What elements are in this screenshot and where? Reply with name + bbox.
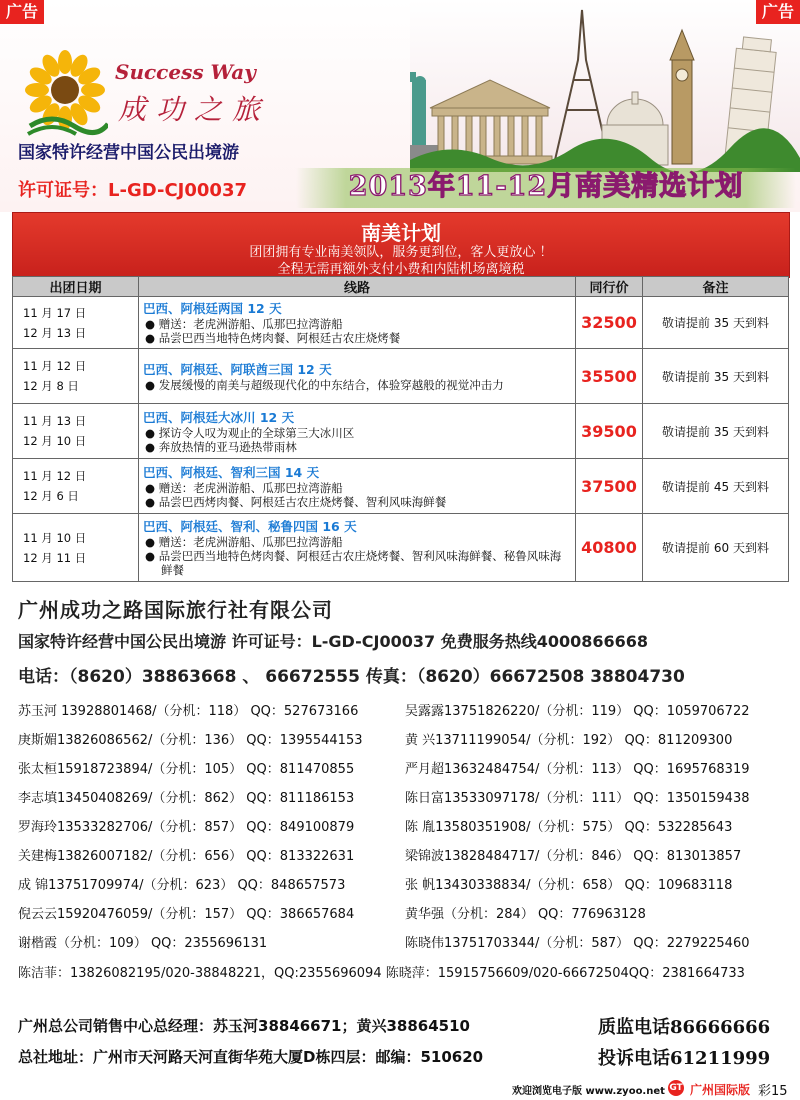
route-title: 巴西、阿根廷、阿联酋三国 12 天 — [143, 361, 332, 377]
page-title-text: 2013年11-12月南美精选计划 — [348, 171, 744, 202]
staff-entry: 陈晓伟13751703344/（分机：587） QQ：2279225460 — [405, 936, 750, 951]
route-title: 巴西、阿根廷大冰川 12 天 — [143, 409, 295, 425]
list-item — [0, 932, 800, 956]
banner-subtitle-2: 全程无需再额外支付小费和内陆机场离境税 — [277, 262, 525, 277]
route-title: 巴西、阿根廷、智利三国 14 天 — [143, 464, 320, 480]
row-route — [139, 404, 576, 459]
tour-table — [12, 276, 789, 582]
company-name: 广州成功之路国际旅行社有限公司 — [18, 598, 333, 622]
row-price: 39500 — [576, 404, 643, 459]
list-item — [0, 700, 800, 724]
page-number: 彩15 — [758, 1084, 788, 1099]
row-price: 37500 — [576, 459, 643, 514]
row-note: 敬请提前 45 天到料 — [643, 459, 789, 514]
list-item — [0, 903, 800, 927]
row-note: 敬请提前 35 天到料 — [643, 297, 789, 349]
row-route — [139, 514, 576, 582]
date-end: 12 月 10 日 — [23, 434, 87, 448]
list-item — [0, 874, 800, 898]
route-bullet: ● 发展缓慢的南美与超级现代化的中东结合，体验穿越般的视觉冲击力 — [145, 377, 504, 392]
list-item — [0, 758, 800, 782]
license-tagline: 国家特许经营中国公民出境游 — [18, 143, 239, 163]
staff-entry: 梁锦波13828484717/（分机：846） QQ：813013857 — [405, 849, 742, 864]
list-item — [0, 729, 800, 753]
staff-entry: 庚斯媚13826086562/（分机：136） QQ：1395544153 — [18, 733, 363, 748]
staff-entry: 罗海玲13533282706/（分机：857） QQ：849100879 — [18, 820, 355, 835]
row-price: 40800 — [576, 514, 643, 582]
ad-tag-right: 广告 — [756, 0, 800, 24]
route-bullet: ● 赠送：老虎洲游船、瓜那巴拉湾游船 — [145, 535, 343, 549]
brand-english: Success Way — [115, 60, 256, 84]
route-bullet: ● 赠送：老虎洲游船、瓜那巴拉湾游船 — [145, 480, 343, 495]
banner-subtitle-1: 团团拥有专业南美领队，服务更到位，客人更放心 ！ — [249, 245, 553, 260]
landmarks-illustration — [410, 0, 800, 172]
date-start: 11 月 10 日 — [23, 530, 87, 545]
route-bullet: ● 赠送：老虎洲游船、瓜那巴拉湾游船 — [145, 317, 343, 331]
footer-welcome: 欢迎浏览电子版 www.zyoo.net — [512, 1086, 665, 1097]
publication-name: 广州国际版 — [690, 1083, 751, 1097]
row-note: 敬请提前 35 天到料 — [643, 349, 789, 404]
table-header-row — [13, 277, 789, 297]
staff-entry: 严月超13632484754/（分机：113） QQ：1695768319 — [405, 762, 750, 777]
staff-entry: 陈日富13533097178/（分机：111） QQ：1350159438 — [405, 791, 750, 806]
table-row — [13, 404, 789, 459]
staff-entry: 黄华强（分机：284） QQ：776963128 — [405, 907, 646, 922]
row-note: 敬请提前 60 天到料 — [643, 514, 789, 582]
sales-manager: 广州总公司销售中心总经理：苏玉河38846671；黄兴38864510 — [18, 1017, 470, 1035]
table-row — [13, 349, 789, 404]
staff-entry: 关建梅13826007182/（分机：656） QQ：813322631 — [18, 849, 355, 864]
quality-phone: 质监电话86666666 — [598, 1017, 771, 1038]
list-item — [0, 845, 800, 869]
row-dates — [13, 349, 139, 404]
date-start: 11 月 13 日 — [23, 414, 87, 428]
brand-chinese: 成功之旅 — [118, 93, 271, 126]
row-route — [139, 459, 576, 514]
row-dates — [13, 297, 139, 349]
list-item — [0, 816, 800, 840]
plan-banner — [12, 212, 790, 278]
row-dates — [13, 514, 139, 582]
staff-entry: 吴露露13751826220/（分机：119） QQ：1059706722 — [405, 704, 750, 719]
row-price: 35500 — [576, 349, 643, 404]
date-end: 12 月 6 日 — [23, 489, 79, 503]
staff-entry: 苏玉河 13928801468/（分机：118） QQ：527673166 — [18, 704, 359, 719]
route-bullet: ● 探访令人叹为观止的全球第三大冰川区 — [145, 425, 355, 440]
staff-entry: 陈 胤13580351908/（分机：575） QQ：532285643 — [405, 820, 733, 835]
header — [0, 0, 800, 212]
table-row — [13, 297, 789, 349]
staff-entry-full: 陈洁菲：13826082195/020-38848221，QQ:2355696094 陈晓萍：15915756609/020-66672504QQ：2381664733 — [18, 966, 745, 981]
date-end: 12 月 13 日 — [23, 325, 87, 340]
ad-tag-left: 广告 — [0, 0, 44, 24]
sunflower-logo-icon — [22, 50, 108, 136]
company-license-line: 国家特许经营中国公民出境游 许可证号：L-GD-CJ00037 免费服务热线4000866668 — [18, 632, 649, 651]
date-end: 12 月 8 日 — [23, 379, 79, 393]
route-bullet: ● 品尝巴西当地特色烤肉餐、阿根廷古农庄烧烤餐 — [145, 331, 401, 345]
staff-entry: 谢楷霞（分机：109） QQ：2355696131 — [18, 936, 268, 951]
row-note: 敬请提前 35 天到料 — [643, 404, 789, 459]
complaint-phone: 投诉电话61211999 — [598, 1048, 771, 1069]
list-item — [0, 787, 800, 811]
header-price: 同行价 — [576, 277, 643, 297]
page-title — [296, 168, 796, 208]
row-route — [139, 349, 576, 404]
license-number: 许可证号：L-GD-CJ00037 — [18, 180, 247, 201]
staff-entry: 张太桓15918723894/（分机：105） QQ：811470855 — [18, 762, 355, 777]
header-note: 备注 — [643, 277, 789, 297]
row-dates — [13, 459, 139, 514]
row-route — [139, 297, 576, 349]
staff-entry: 成 锦13751709974/（分机：623） QQ：848657573 — [18, 878, 346, 893]
row-dates — [13, 404, 139, 459]
route-title: 巴西、阿根廷两国 12 天 — [143, 301, 282, 316]
footer — [0, 1078, 800, 1100]
route-bullet: ● 品尝巴西当地特色烤肉餐、阿根廷古农庄烧烤餐、智利风味海鲜餐、秘鲁风味海鲜餐 — [145, 549, 562, 577]
address: 总社地址：广州市天河路天河直街华苑大厦D栋四层：邮编：510620 — [18, 1048, 484, 1066]
route-bullet: ● 奔放热情的亚马逊热带雨林 — [145, 439, 297, 454]
header-date: 出团日期 — [13, 277, 139, 297]
table-row — [13, 514, 789, 582]
staff-entry: 倪云云15920476059/（分机：157） QQ：386657684 — [18, 907, 355, 922]
date-start: 11 月 12 日 — [23, 469, 87, 483]
publication-logo-icon: GT — [668, 1080, 684, 1096]
route-title: 巴西、阿根廷、智利、秘鲁四国 16 天 — [143, 519, 357, 534]
date-start: 11 月 12 日 — [23, 359, 87, 373]
company-phone-line: 电话：（8620）38863668 、 66672555 传真：（8620）66672508 38804730 — [18, 667, 685, 687]
banner-title: 南美计划 — [361, 221, 441, 245]
table-row — [13, 459, 789, 514]
date-end: 12 月 11 日 — [23, 550, 87, 565]
staff-entry: 张 帆13430338834/（分机：658） QQ：109683118 — [405, 878, 733, 893]
staff-entry: 黄 兴13711199054/（分机：192） QQ：811209300 — [405, 733, 733, 748]
row-price: 32500 — [576, 297, 643, 349]
date-start: 11 月 17 日 — [23, 305, 87, 320]
route-bullet: ● 品尝巴西烤肉餐、阿根廷古农庄烧烤餐、智利风味海鲜餐 — [145, 494, 447, 509]
header-route: 线路 — [139, 277, 576, 297]
staff-entry: 李志填13450408269/（分机：862） QQ：811186153 — [18, 791, 355, 806]
